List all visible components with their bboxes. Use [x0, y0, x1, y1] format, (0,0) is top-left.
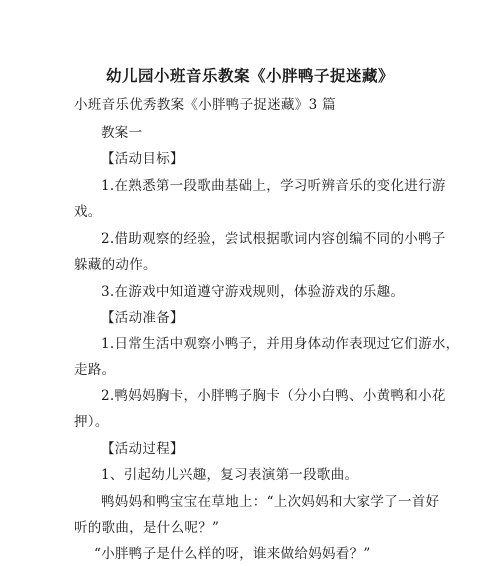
document-subtitle: 小班音乐优秀教案《小胖鸭子捉迷藏》3 篇 — [74, 97, 336, 113]
paragraph-line: 鸭妈妈和鸭宝宝在草地上：“上次妈妈和大家学了一首好 — [101, 494, 440, 510]
paragraph-line: 1.在熟悉第一段歌曲基础上，学习听辨音乐的变化进行游 — [101, 178, 446, 194]
document-title: 幼儿园小班音乐教案《小胖鸭子捉迷藏》 — [105, 66, 394, 85]
paragraph-line: 2.借助观察的经验，尝试根据歌词内容创编不同的小鸭子 — [101, 231, 446, 247]
paragraph-line: 听的歌曲，是什么呢？” — [74, 520, 220, 536]
paragraph-line: 走路。 — [74, 362, 116, 378]
paragraph-line: 1.日常生活中观察小鸭子，并用身体动作表现过它们游水， — [101, 336, 460, 352]
paragraph-line: 躲藏的动作。 — [74, 257, 157, 273]
paragraph-line: 押）。 — [74, 414, 109, 430]
paragraph-line: 3.在游戏中知道遵守游戏规则，体验游戏的乐趣。 — [101, 284, 405, 300]
paragraph-line: 1、引起幼儿兴趣，复习表演第一段歌曲。 — [101, 467, 359, 483]
paragraph-line: “小胖鸭子是什么样的呀，谁来做给妈妈看？” — [94, 546, 371, 562]
section-heading-preparation: 【活动准备】 — [101, 310, 184, 326]
paragraph-line: 戏。 — [74, 204, 102, 220]
lesson-label: 教案一 — [101, 125, 143, 141]
section-heading-goals: 【活动目标】 — [101, 151, 184, 167]
section-heading-process: 【活动过程】 — [101, 441, 184, 457]
paragraph-line: 2.鸭妈妈胸卡，小胖鸭子胸卡（分小白鸭、小黄鸭和小花 — [101, 388, 446, 404]
